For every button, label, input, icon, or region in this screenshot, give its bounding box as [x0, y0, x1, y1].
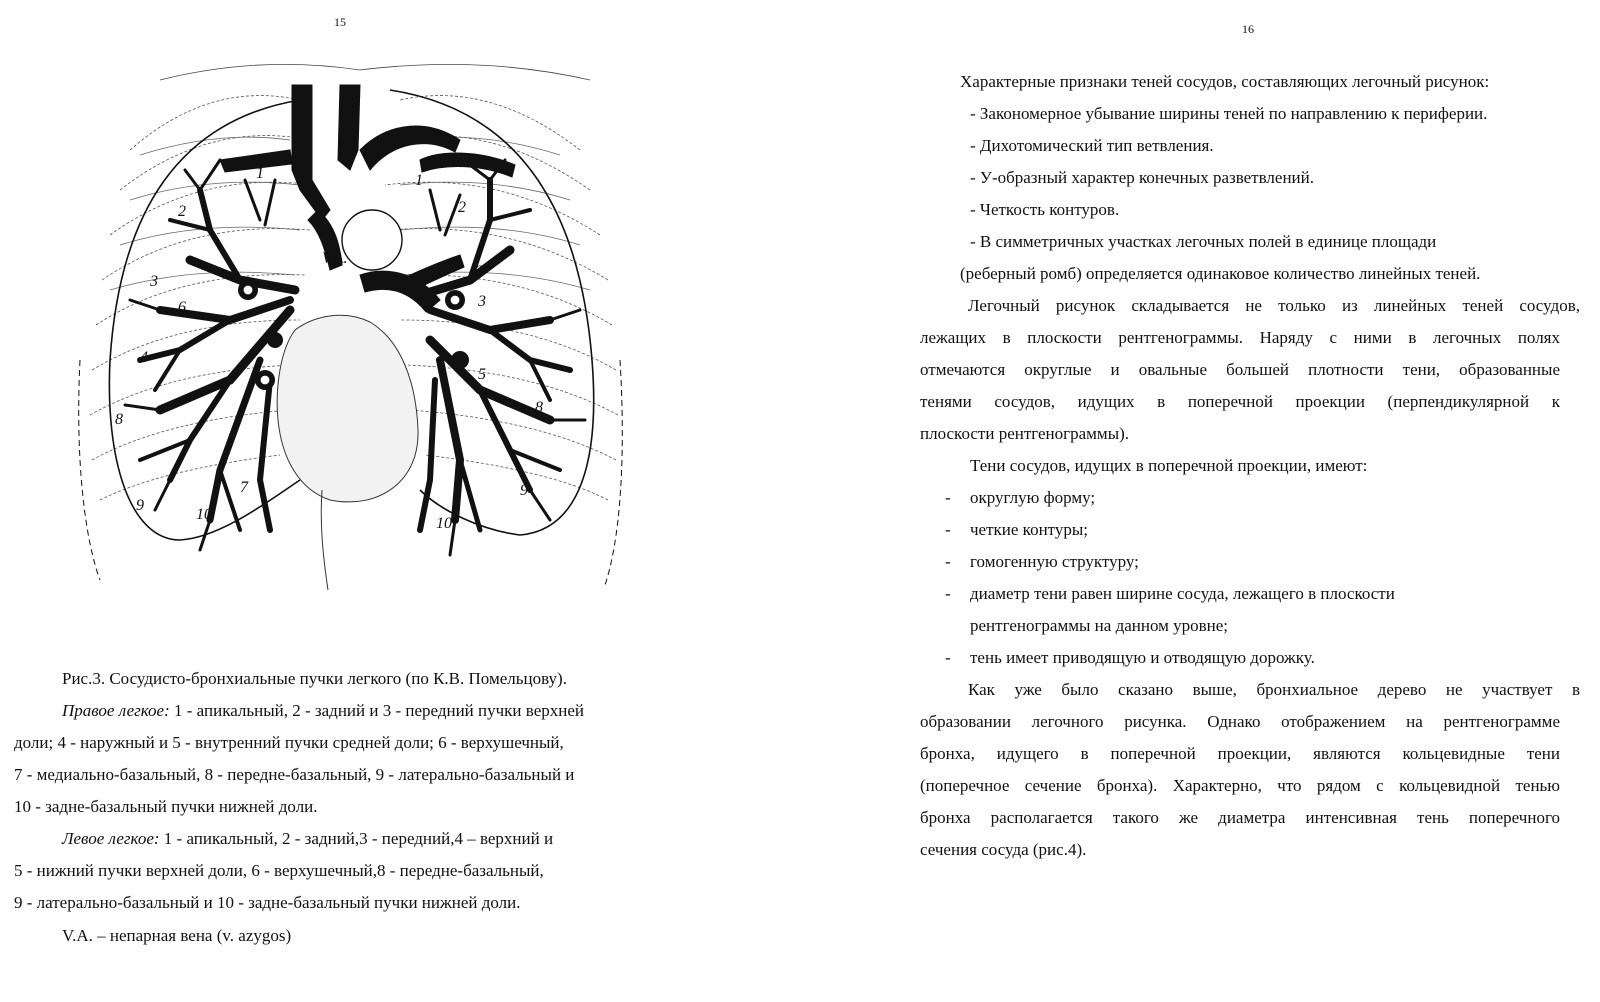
caption-line-7: 5 - нижний пучки верхней доли, 6 - верхушечный,8 - передне-базальный, — [14, 861, 544, 880]
caption-line-2: Правое легкое: 1 - апикальный, 2 - задний и 3 - передний пучки верхней — [62, 701, 584, 720]
bullet-item: округлую форму; — [970, 488, 1096, 507]
label-right-4: 4 — [140, 349, 148, 366]
caption-line-9: V.A. – непарная вена (v. azygos) — [62, 926, 292, 945]
label-right-8: 8 — [115, 411, 123, 428]
figure-caption-title: Рис.3. Сосудисто-бронхиальные пучки легкого (по К.В. Помельцову). — [62, 669, 567, 688]
bullet-marker: - — [945, 584, 951, 603]
label-left-10: 10 — [436, 515, 452, 532]
paragraph-2-intro: Тени сосудов, идущих в поперечной проекции, имеют: — [970, 456, 1368, 475]
label-right-2: 2 — [178, 203, 186, 220]
paragraph-1-line: Легочный рисунок складывается не только из линейных теней сосудов, — [968, 296, 1580, 315]
caption-line-8: 9 - латерально-базальный и 10 - задне-базальный пучки нижней доли. — [14, 893, 521, 912]
label-right-7: 7 — [240, 479, 248, 496]
label-right-10: 10 — [196, 506, 212, 523]
page-number: 15 — [334, 15, 346, 29]
label-left-2: 2 — [458, 199, 466, 216]
paragraph-1-line: лежащих в плоскости рентгенограммы. Наряду с ними в легочных полях — [920, 328, 1560, 347]
bullet-item-continued: рентгенограммы на данном уровне; — [970, 616, 1229, 635]
feature-item: - В симметричных участках легочных полей в единице площади — [970, 232, 1437, 251]
bullet-item: гомогенную структуру; — [970, 552, 1139, 571]
paragraph-3-line: сечения сосуда (рис.4). — [920, 840, 1087, 859]
label-va: V.A. — [322, 250, 348, 267]
bullet-marker: - — [945, 488, 951, 507]
feature-item: - Четкость контуров. — [970, 200, 1120, 219]
feature-item: - У-образный характер конечных разветвлений. — [970, 168, 1314, 187]
caption-line-6: Левое легкое: 1 - апикальный, 2 - задний,3 - передний,4 – верхний и — [62, 829, 554, 848]
paragraph-3-line: бронха располагается такого же диаметра интенсивная тень поперечного — [920, 808, 1560, 827]
bullet-marker: - — [945, 520, 951, 539]
feature-item-continued: (реберный ромб) определяется одинаковое количество линейных теней. — [960, 264, 1481, 283]
label-left-3: 3 — [478, 293, 486, 310]
label-left-1: 1 — [415, 172, 423, 189]
feature-item: - Дихотомический тип ветвления. — [970, 136, 1214, 155]
label-left-8: 8 — [535, 399, 543, 416]
label-left-6: 6 — [474, 263, 482, 280]
right-lung-label: Правое легкое: — [62, 701, 170, 720]
bullet-item: диаметр тени равен ширине сосуда, лежащего в плоскости — [970, 584, 1395, 603]
lung-vessel-diagram — [60, 60, 640, 610]
paragraph-3-line: образовании легочного рисунка. Однако отображением на рентгенограмме — [920, 712, 1560, 731]
caption-line-5: 10 - задне-базальный пучки нижней доли. — [14, 797, 318, 816]
left-lung-label: Левое легкое: — [62, 829, 160, 848]
label-left-9: 9 — [520, 482, 528, 499]
feature-item: - Закономерное убывание ширины теней по направлению к периферии. — [970, 104, 1488, 123]
paragraph-1-line: плоскости рентгенограммы). — [920, 424, 1130, 443]
paragraph-1-line: тенями сосудов, идущих в поперечной проекции (перпендикулярной к — [920, 392, 1560, 411]
paragraph-3-line: бронха, идущего в поперечной проекции, являются кольцевидные тени — [920, 744, 1560, 763]
bullet-marker: - — [945, 648, 951, 667]
bullet-marker: - — [945, 552, 951, 571]
bullet-item: четкие контуры; — [970, 520, 1089, 539]
caption-line-3: доли; 4 - наружный и 5 - внутренний пучки средней доли; 6 - верхушечный, — [14, 733, 564, 752]
features-heading: Характерные признаки теней сосудов, составляющих легочный рисунок: — [960, 72, 1490, 91]
label-right-6: 6 — [178, 299, 186, 316]
label-right-9: 9 — [136, 497, 144, 514]
caption-line-4: 7 - медиально-базальный, 8 - передне-базальный, 9 - латерально-базальный и — [14, 765, 575, 784]
label-right-1: 1 — [256, 165, 264, 182]
label-right-3: 3 — [150, 273, 158, 290]
paragraph-1-line: отмечаются округлые и овальные большей плотности тени, образованные — [920, 360, 1560, 379]
paragraph-3-line: Как уже было сказано выше, бронхиальное дерево не участвует в — [968, 680, 1580, 699]
bullet-item: тень имеет приводящую и отводящую дорожку. — [970, 648, 1315, 667]
page-number: 16 — [1242, 22, 1254, 36]
label-left-5: 5 — [478, 366, 486, 383]
paragraph-3-line: (поперечное сечение бронха). Характерно, что рядом с кольцевидной тенью — [920, 776, 1560, 795]
